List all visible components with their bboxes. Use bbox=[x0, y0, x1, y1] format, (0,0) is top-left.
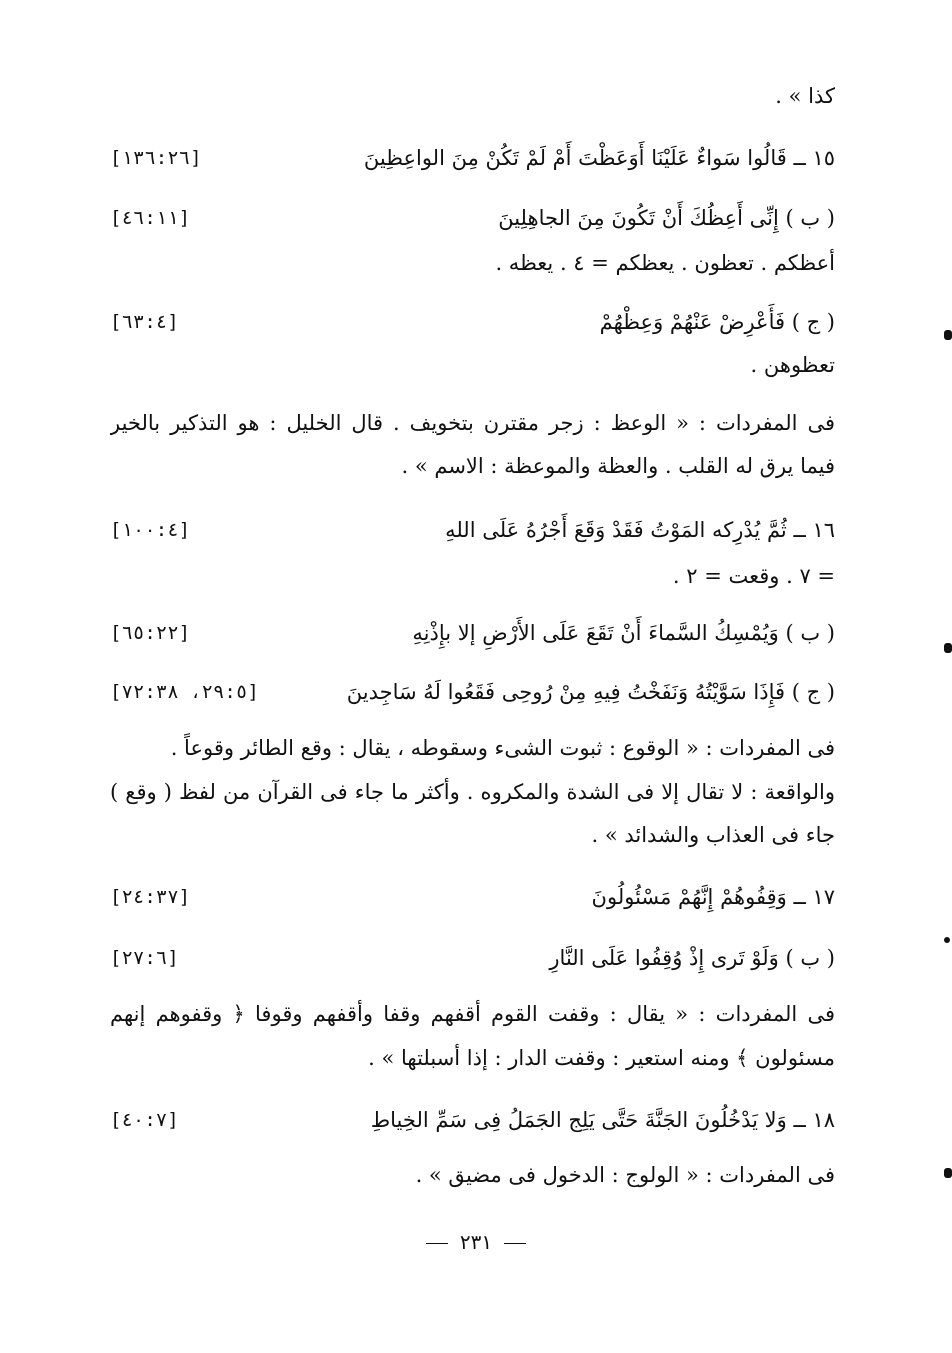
text-line: = ٧ . وقعت = ٢ . bbox=[672, 564, 835, 588]
footer-dash bbox=[426, 1243, 448, 1244]
text-line: أعظكم . تعظون . يعظكم = ٤ . يعظه . bbox=[495, 251, 835, 275]
text-line: مسئولون ﴾ ومنه استعير : وقفت الدار : إذا أسبلتها » . bbox=[368, 1046, 835, 1070]
scan-mark bbox=[944, 1168, 952, 1178]
verse-line bbox=[110, 938, 835, 978]
page-footer bbox=[0, 1222, 952, 1262]
verse-text: ( ب ) وَيُمْسِكُ السَّماءَ أَنْ تَقَعَ عَلَى الأَرْضِ إلا بإِذْنِهِ bbox=[412, 621, 835, 645]
verse-line bbox=[110, 198, 835, 238]
text-line: جاء فى العذاب والشدائد » . bbox=[591, 823, 835, 847]
verse-text: ١٧ ــ وَقِفُوهُمْ إِنَّهُمْ مَسْئُولُونَ bbox=[591, 885, 835, 909]
page-number: ٢٣١ bbox=[459, 1230, 493, 1254]
footer-dash bbox=[504, 1243, 526, 1244]
verse-reference: [٦٥:٢٢] bbox=[110, 622, 191, 644]
text-line: فى المفردات : « الولوج : الدخول فى مضيق » . bbox=[415, 1163, 835, 1187]
verse-reference: [٤٦:١١] bbox=[110, 207, 191, 229]
verse-line bbox=[110, 302, 835, 342]
verse-reference: [٢٧:٦] bbox=[110, 947, 179, 969]
scan-mark bbox=[944, 937, 950, 943]
verse-text: ١٦ ــ ثُمَّ يُدْرِكه المَوْتُ فَقَدْ وَقَعَ أَجْرُهُ عَلَى اللهِ bbox=[445, 518, 835, 542]
verse-line bbox=[110, 877, 835, 917]
verse-line bbox=[110, 138, 835, 178]
scan-mark bbox=[944, 330, 952, 340]
text-line: فى المفردات : « يقال : وقفت القوم أقفهم وقفا وأقفهم وقوفا ﴿ وقفوهم إنهم bbox=[110, 1002, 835, 1026]
verse-text: ١٥ ــ قَالُوا سَواءٌ عَلَيْنَا أَوَعَظْتَ أَمْ لَمْ تَكُنْ مِنَ الواعِظِينَ bbox=[363, 146, 835, 170]
verse-line bbox=[110, 672, 835, 712]
verse-reference: [٢٩:٥، ٧٢:٣٨] bbox=[110, 681, 259, 703]
verse-reference: [١٣٦:٢٦] bbox=[110, 147, 202, 169]
text-line: فى المفردات : « الوقوع : ثبوت الشىء وسقوطه ، يقال : وقع الطائر وقوعاً . bbox=[170, 736, 835, 760]
text-line: فى المفردات : « الوعظ : زجر مقترن بتخويف . قال الخليل : هو التذكير بالخير bbox=[110, 411, 835, 435]
text-line: كذا » . bbox=[775, 84, 835, 108]
verse-text: ( ج ) فَإِذَا سَوَّيْتُهُ وَنَفَخْتُ فِيهِ مِنْ رُوحِى فَقَعُوا لَهُ سَاجِدينَ bbox=[346, 680, 835, 704]
verse-text: ١٨ ــ وَلا يَدْخُلُونَ الجَنَّةَ حَتَّى يَلِج الجَمَلُ فِى سَمِّ الخِياطِ bbox=[370, 1108, 835, 1132]
verse-text: ( ب ) وَلَوْ تَرى إِذْ وُقِفُوا عَلَى النَّارِ bbox=[549, 946, 835, 970]
verse-reference: [٤٠:٧] bbox=[110, 1109, 179, 1131]
verse-reference: [٢٤:٣٧] bbox=[110, 886, 191, 908]
verse-line bbox=[110, 1100, 835, 1140]
text-line: فيما يرق له القلب . والعظة والموعظة : الاسم » . bbox=[401, 454, 835, 478]
scan-mark bbox=[944, 643, 952, 653]
verse-reference: [١٠٠:٤] bbox=[110, 519, 191, 541]
text-line: تعظوهن . bbox=[750, 353, 835, 377]
verse-line bbox=[110, 510, 835, 550]
verse-text: ( ج ) فَأَعْرِضْ عَنْهُمْ وَعِظْهُمْ bbox=[599, 310, 835, 334]
verse-reference: [٦٣:٤] bbox=[110, 311, 179, 333]
text-line: والواقعة : لا تقال إلا فى الشدة والمكروه . وأكثر ما جاء فى القرآن من لفظ ( وقع ) bbox=[110, 780, 835, 804]
verse-text: ( ب ) إِنِّى أَعِظُكَ أَنْ تَكُونَ مِنَ الجاهِلِينَ bbox=[498, 206, 835, 230]
verse-line bbox=[110, 613, 835, 653]
